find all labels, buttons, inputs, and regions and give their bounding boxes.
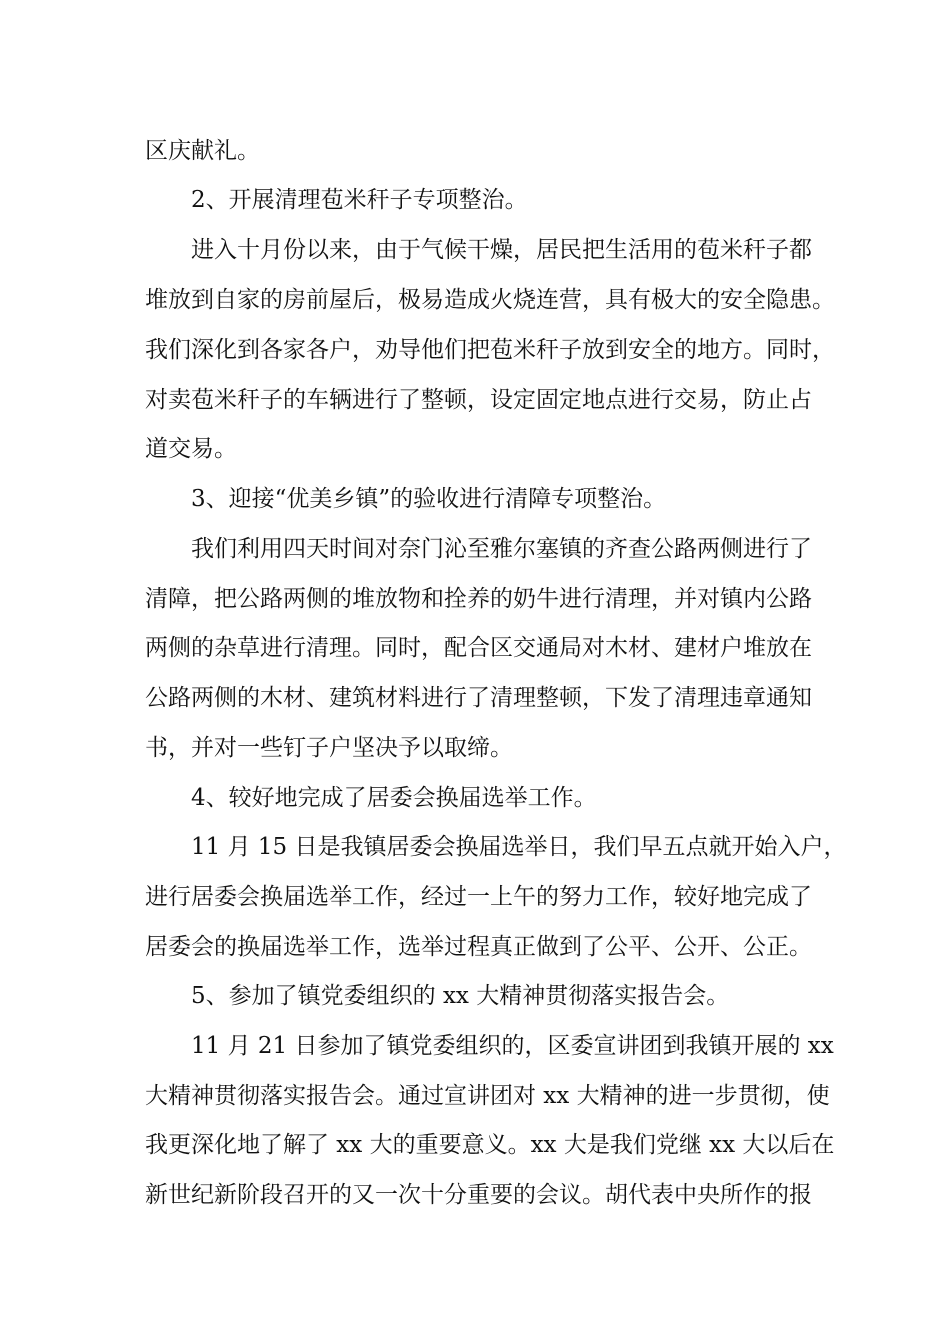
paragraph-line: 公路两侧的木材、建筑材料进行了清理整顿，下发了清理违章通知 xyxy=(145,685,812,711)
paragraph-line: 我们利用四天时间对奈门沁至雅尔塞镇的齐查公路两侧进行了 xyxy=(191,536,812,562)
paragraph-line: 书，并对一些钉子户坚决予以取缔。 xyxy=(145,735,513,761)
paragraph-line: 对卖苞米秆子的车辆进行了整顿，设定固定地点进行交易，防止占 xyxy=(145,387,812,413)
paragraph-line: 大精神贯彻落实报告会。通过宣讲团对 xx 大精神的进一步贯彻，使 xyxy=(145,1083,830,1109)
paragraph-line: 11 月 21 日参加了镇党委组织的，区委宣讲团到我镇开展的 xx xyxy=(191,1033,834,1059)
section-heading: 2、开展清理苞米秆子专项整治。 xyxy=(191,187,528,213)
paragraph-line: 堆放到自家的房前屋后，极易造成火烧连营，具有极大的安全隐患。 xyxy=(145,287,835,313)
paragraph-line: 新世纪新阶段召开的又一次十分重要的会议。胡代表中央所作的报 xyxy=(145,1182,812,1208)
paragraph-line: 两侧的杂草进行清理。同时，配合区交通局对木材、建材户堆放在 xyxy=(145,635,812,661)
paragraph-line: 进入十月份以来，由于气候干燥，居民把生活用的苞米秆子都 xyxy=(191,237,812,263)
paragraph-line: 我更深化地了解了 xx 大的重要意义。xx 大是我们党继 xx 大以后在 xyxy=(145,1132,835,1158)
section-heading: 5、参加了镇党委组织的 xx 大精神贯彻落实报告会。 xyxy=(191,983,730,1009)
section-heading: 4、较好地完成了居委会换届选举工作。 xyxy=(191,785,597,811)
paragraph-line: 道交易。 xyxy=(145,436,237,462)
section-heading: 3、迎接“优美乡镇”的验收进行清障专项整治。 xyxy=(191,486,667,512)
paragraph-line: 11 月 15 日是我镇居委会换届选举日，我们早五点就开始入户， xyxy=(191,834,847,860)
paragraph-line: 区庆献礼。 xyxy=(145,138,260,164)
paragraph-line: 我们深化到各家各户，劝导他们把苞米秆子放到安全的地方。同时， xyxy=(145,337,835,363)
paragraph-line: 进行居委会换届选举工作，经过一上午的努力工作，较好地完成了 xyxy=(145,884,812,910)
paragraph-line: 居委会的换届选举工作，选举过程真正做到了公平、公开、公正。 xyxy=(145,934,812,960)
paragraph-line: 清障，把公路两侧的堆放物和拴养的奶牛进行清理，并对镇内公路 xyxy=(145,586,812,612)
